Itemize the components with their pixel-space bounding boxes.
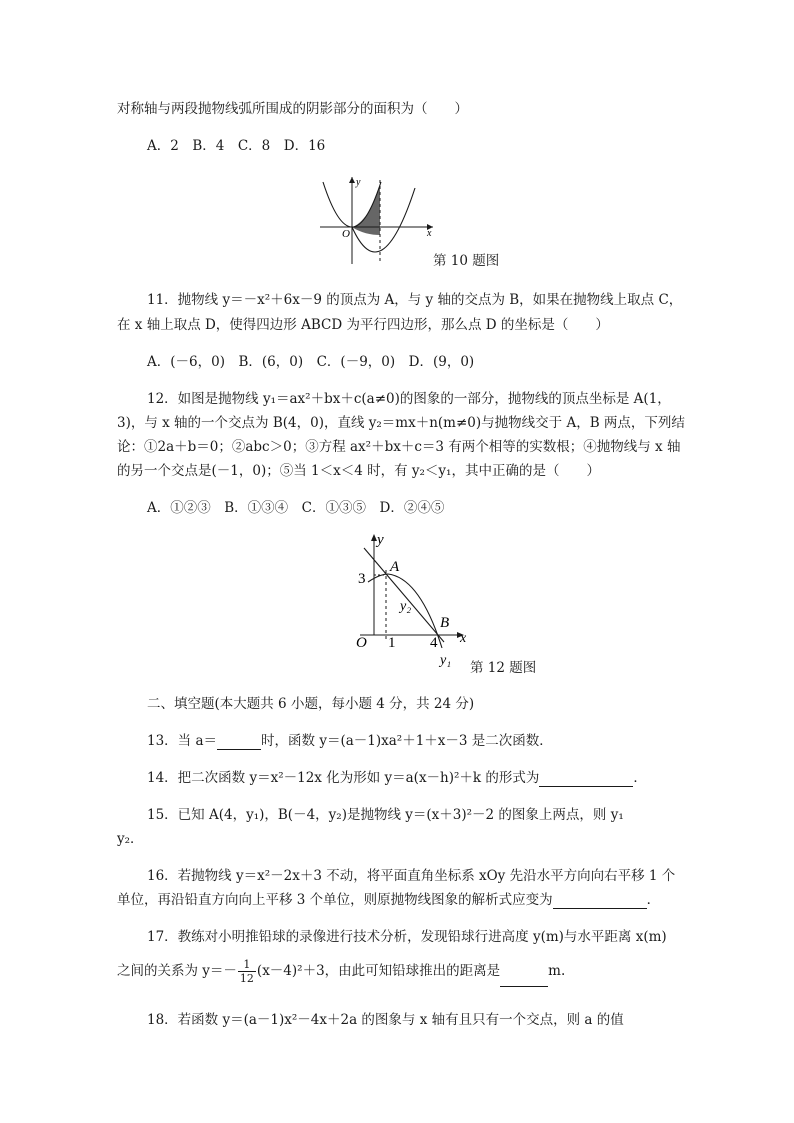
label-y: y [356,177,361,188]
q17-line2-post: m. [548,963,566,979]
label-x: x [427,228,432,239]
q11-line1: 11．抛物线 y＝－x²＋6x－9 的顶点为 A，与 y 轴的交点为 B，如果在抛物线上取点 C， [147,292,683,308]
q18-line1: 18．若函数 y＝(a－1)x²－4x＋2a 的图象与 x 轴有且只有一个交点，则 a 的值 [147,1012,624,1028]
q12-line2: 3)，与 x 轴的一个交点为 B(4，0)，直线 y₂＝mx＋n(m≠0)与抛物线交于 A，B 两点，下列结 [117,415,685,431]
label-y1: y₁ [440,653,452,668]
q10-figure [315,172,440,267]
q14-answer-blank[interactable] [539,772,633,787]
label-y2: y₂ [400,599,412,614]
label-1: 1 [388,635,396,651]
q15-line1: 15．已知 A(4，y₁)，B(－4，y₂)是抛物线 y＝(x＋3)²－2 的图象上两点，则 y₁ [147,807,624,823]
q15-line2: y₂． [117,831,144,847]
q16-line2 [117,891,660,909]
q12-figure [350,530,475,670]
y-axis-arrow [349,177,355,183]
q12-line1: 12．如图是抛物线 y₁＝ax²＋bx＋c(a≠0)的图象的一部分，抛物线的顶点坐标是 A(1， [147,391,671,407]
q14-pre: 14．把二次函数 y＝x²－12x 化为形如 y＝a(x－h)²＋k 的形式为 [147,770,540,786]
q17-line1: 17．教练对小明推铅球的录像进行技术分析，发现铅球行进高度 y(m)与水平距离 x(m) [147,929,667,945]
q11-options: A．(－6，0) B．(6，0) C．(－9，0) D．(9，0) [147,354,475,370]
q10-options: A．2 B．4 C．8 D．16 [147,138,326,154]
q14-post: ． [633,770,647,786]
label-b: B [440,615,450,631]
q17-line2-mid: (x－4)²＋3，由此可知铅球推出的距离是 [256,963,501,979]
q17-answer-blank[interactable] [500,968,548,987]
label-3: 3 [358,571,366,587]
q16-line1: 16．若抛物线 y＝x²－2x＋3 不动，将平面直角坐标系 xOy 先沿水平方向向右平移 1 个 [147,868,676,884]
q17-line2-pre: 之间的关系为 y＝－ [117,963,237,979]
line-y2 [364,548,444,642]
q13-answer-blank[interactable] [217,735,261,750]
q13 [147,732,553,750]
q12-options: A．①②③ B．①③④ C．①③⑤ D．②④⑤ [147,500,445,516]
q14 [147,769,647,787]
parabola-right [352,188,415,252]
label-y: y [377,532,384,548]
section2-heading: 二、填空题(本大题共 6 小题，每小题 4 分，共 24 分) [147,696,475,712]
label-x: x [460,631,467,646]
q17-line2 [117,955,565,987]
label-4: 4 [430,635,438,651]
q17-frac-den: 12 [239,972,254,985]
q17-fraction [238,958,256,985]
q12-line3: 论：①2a＋b＝0；②abc＞0；③方程 ax²＋bx＋c＝3 有两个相等的实数根；④抛物线与 x 轴 [117,439,681,455]
q10-text: 对称轴与两段抛物线弧所围成的阴影部分的面积为（ ） [117,101,468,117]
label-a: A [390,559,400,575]
label-o: O [342,228,350,240]
q12-line4: 的另一个交点是(－1，0)；⑤当 1＜x＜4 时，有 y₂＜y₁，其中正确的是（ ） [117,463,600,479]
q16-line2-post: ． [646,892,661,908]
q16-line2-pre: 单位，再沿铅直方向向上平移 3 个单位，则原抛物线图象的解析式应变为 [117,892,553,908]
q17-frac-num: 1 [238,958,256,972]
q13-pre: 13．当 a＝ [147,733,218,749]
q16-answer-blank[interactable] [553,894,647,909]
q10-caption: 第 10 题图 [433,253,500,269]
q12-caption: 第 12 题图 [470,660,537,676]
label-o: O [356,635,367,651]
q11-line2: 在 x 轴上取点 D，使得四边形 ABCD 为平行四边形，那么点 D 的坐标是（ ） [117,317,609,333]
q13-post: 时，函数 y＝(a－1)xa²＋1＋x－3 是二次函数． [261,733,553,749]
